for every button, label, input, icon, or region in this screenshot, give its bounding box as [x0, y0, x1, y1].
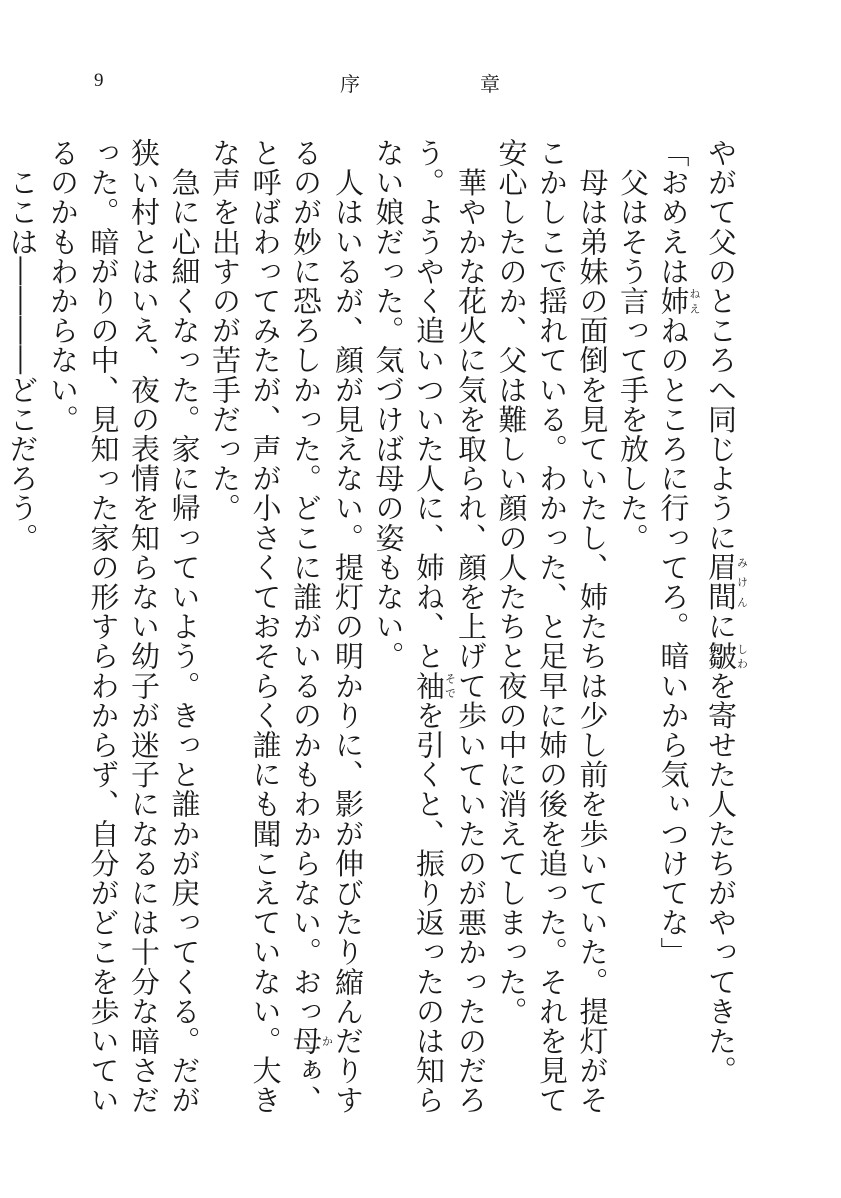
chapter-title-char: 序	[340, 72, 360, 96]
paragraph	[205, 138, 369, 1138]
paragraph	[491, 138, 613, 1138]
text-run: やがて父のところへ同じように	[704, 138, 738, 553]
ruby-word	[704, 641, 749, 671]
ruby-word	[656, 286, 701, 316]
paragraph	[2, 138, 43, 1138]
chapter-title	[340, 68, 500, 97]
ruby-base: 眉間	[704, 552, 738, 612]
ruby-reading: そで	[443, 670, 457, 701]
text-run: を引くと、振り返ったのは知らない娘だった。気づけば母の姿もない。	[371, 138, 446, 1115]
text-run: に	[704, 611, 738, 642]
ruby-reading: みけん	[735, 552, 749, 612]
paragraph	[0, 138, 2, 1138]
ruby-base: 袖	[412, 670, 446, 701]
text-run: 急に心細くなった。家に帰っていよう。きっと誰かが戻ってくる。だが狭い村とはいえ、夜の表情を知らない幼子が迷子になるには十分な暗さだった。暗がりの中、見知った家の形すらわからず、自分がどこを歩いているのかもわからない。	[46, 138, 202, 1115]
ruby-base: 姉	[656, 286, 691, 316]
text-run: 母は弟妹の面倒を見ていたし、姉たちは少し前を歩いていた。提灯がそこかしこで揺れている。わかった、と足早に姉の後を追った。それを見て安心したのか、父は難しい顔の人たちと夜の中に消えてしまった。	[494, 138, 610, 1115]
ruby-reading: ねえ	[688, 286, 701, 316]
paragraph	[368, 138, 491, 1138]
ruby-base: 皺	[704, 641, 738, 671]
ruby-reading: しわ	[735, 641, 749, 671]
paragraph	[43, 138, 205, 1138]
ruby-base: 母	[289, 1026, 323, 1056]
text-run: ここは――――どこだろう。	[5, 138, 40, 553]
paragraph	[653, 138, 701, 1138]
text-run: を寄せた人たちがやってきた。	[704, 670, 738, 1086]
page-number: 9	[94, 70, 104, 91]
ruby-word	[704, 552, 749, 612]
text-run: 父はそう言って手を放した。	[616, 138, 650, 553]
text-run: ねのところに行ってろ。暗いから気ぃつけてな」	[656, 315, 691, 967]
ruby-word	[289, 1026, 334, 1056]
body-text	[5, 138, 749, 1138]
paragraph	[613, 138, 654, 1138]
text-run: 「おめえは	[656, 138, 691, 286]
ruby-word	[412, 670, 457, 701]
paragraph	[701, 138, 749, 1138]
ruby-reading: か	[320, 1026, 334, 1056]
text-run: 華やかな花火に気を取られ、顔を上げて歩いていたのが悪かったのだろう。ようやく追いついた人に、姉ね、と	[412, 138, 488, 1115]
chapter-title-char: 章	[480, 72, 500, 96]
text-run: ぁ、と呼ばわってみたが、声が小さくておそらく誰にも聞こえていない。大きな声を出すのが苦手だった。	[208, 138, 323, 1115]
text-run: 人はいるが、顔が見えない。提灯の明かりに、影が伸びたり縮んだりするのが妙に恐ろしかった。どこに誰がいるのかもわからない。おっ	[289, 138, 365, 1115]
